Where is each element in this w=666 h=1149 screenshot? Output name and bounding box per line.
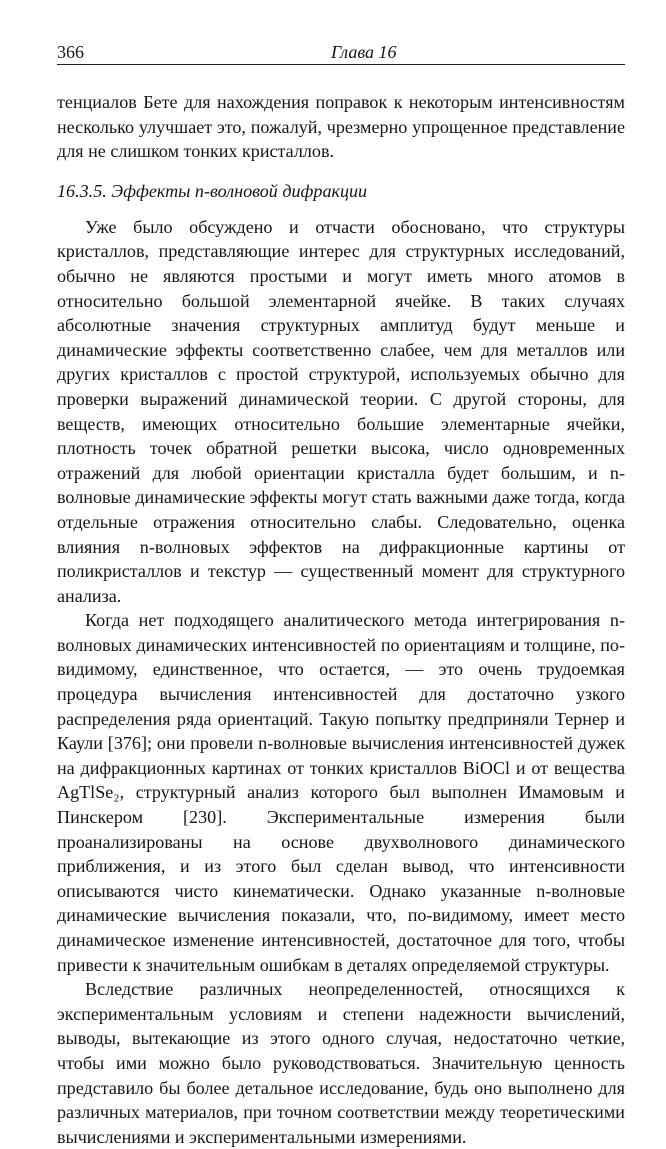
paragraph-continuation: тенциалов Бете для нахождения поправок к некоторым интенсивностям несколько улучшает это, пожалуй, чрезмерно упрощенное представление для не слишком тонких кристаллов.	[57, 92, 625, 162]
page-number: 366	[57, 42, 84, 62]
running-head	[57, 40, 625, 65]
book-page	[57, 0, 625, 1147]
paragraph: Когда нет подходящего аналитического метода интегрирования n-волновых динамических интенсивностей по ориентациям и толщине, по-видимому, единственное, что остается, — это очень трудоемкая процедура вычисления интенсивностей для достаточно узкого распределения ряда ориентаций. Такую попытку предприняли Тернер и Каули [376]; они провели n-волновые вычисления интенсивностей дужек на дифракционных картинах от тонких кристаллов BiOCl и от вещества AgTlSe₂, структурный анализ которого был выполнен Имамовым и Пинскером [230]. Экспериментальные измерения были проанализированы на основе двухволнового динамического приближения, и из этого был сделан вывод, что интенсивности описываются чисто кинематически. Однако указанные n-волновые динамические вычисления показали, что, по-видимому, имеет место динамическое изменение интенсивностей, достаточное для того, чтобы привести к значительным ошибкам в деталях определяемой структуры.	[57, 610, 625, 975]
paragraph: Уже было обсуждено и отчасти обосновано, что структуры кристаллов, представляющие интерес для структурных исследований, обычно не являются простыми и могут иметь много атомов в относительно большой элементарной ячейке. В таких случаях абсолютные значения структурных амплитуд будут меньше и динамические эффекты соответственно слабее, чем для металлов или других кристаллов с простой структурой, используемых обычно для проверки выражений динамической теории. С другой стороны, для веществ, имеющих относительно большие элементарные ячейки, плотность точек обратной решетки высока, число одновременных отражений для любой ориентации кристалла будет большим, и n-волновые динамические эффекты могут стать важными даже тогда, когда отдельные отражения относительно слабы. Следовательно, оценка влияния n-волновых эффектов на дифракционные картины от поликристаллов и текстур — существенный момент для структурного анализа.	[57, 216, 625, 606]
chapter-title: Глава 16	[331, 42, 397, 62]
body-text	[57, 90, 625, 1149]
paragraph: Вследствие различных неопределенностей, относящихся к экспериментальным условиям и степени надежности вычислений, выводы, вытекающие из этого одного случая, недостаточно четкие, чтобы ими можно было руководствоваться. Значительную ценность представило бы более детальное исследование, будь оно выполнено для различных материалов, при точном соответствии между теоретическими вычислениями и экспериментальными измерениями.	[57, 979, 625, 1147]
section-heading: 16.3.5. Эффекты n-волновой дифракции	[57, 180, 368, 201]
